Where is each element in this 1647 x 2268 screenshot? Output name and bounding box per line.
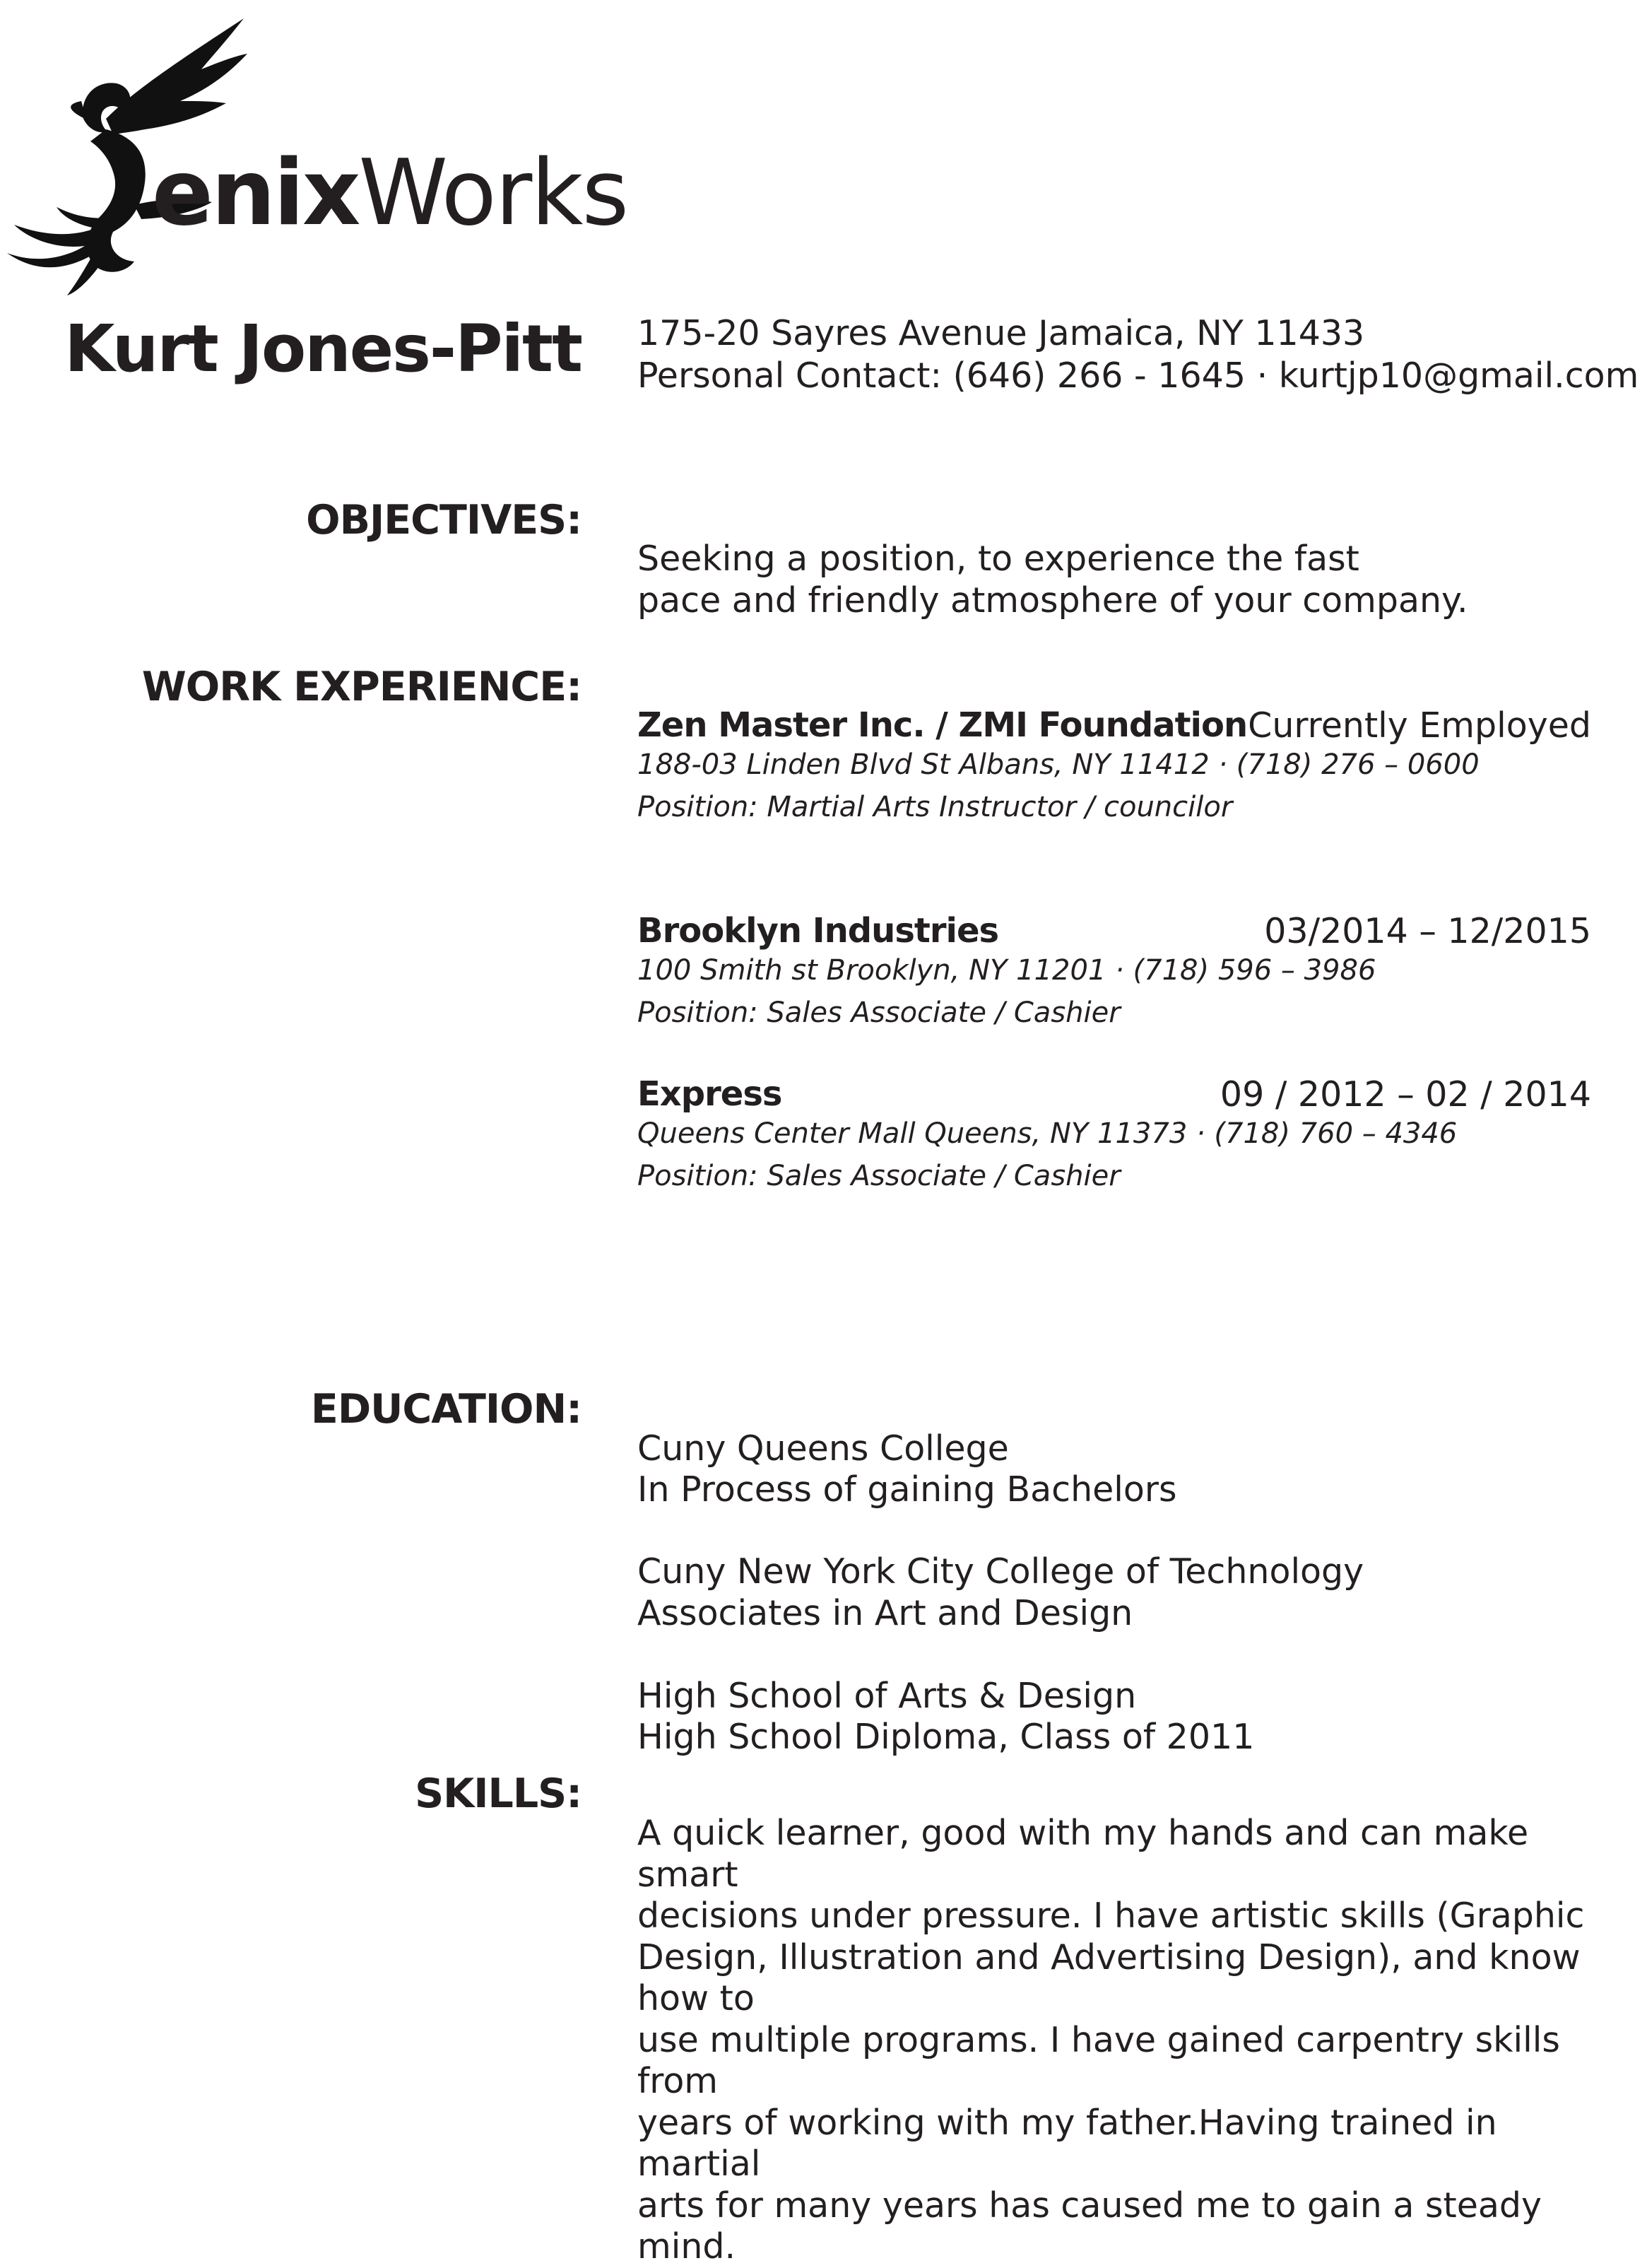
logo-wordmark <box>152 141 628 246</box>
job-address: Queens Center Mall Queens, NY 11373 · (718) 760 – 4346 <box>637 1117 1458 1150</box>
education-detail: In Process of gaining Bachelors <box>637 1469 1177 1510</box>
objective-line-1: Seeking a position, to experience the fast <box>637 539 1359 579</box>
section-heading-objectives: OBJECTIVES: <box>306 497 582 544</box>
job-entry <box>637 705 1591 823</box>
job-dates: Currently Employed <box>1248 705 1591 746</box>
job-entry <box>637 1074 1591 1192</box>
applicant-name: Kurt Jones-Pitt <box>64 311 582 387</box>
objective-line-2: pace and friendly atmosphere of your company. <box>637 580 1468 621</box>
logo-text-bold: enix <box>152 141 359 246</box>
section-heading-work-experience: WORK EXPERIENCE: <box>141 664 582 710</box>
contact-phone-email: Personal Contact: (646) 266 - 1645 · kurtjp10@gmail.com <box>637 356 1639 396</box>
job-address: 100 Smith st Brooklyn, NY 11201 · (718) 596 – 3986 <box>637 954 1376 987</box>
education-school: Cuny New York City College of Technology <box>637 1551 1364 1592</box>
job-entry <box>637 911 1591 1029</box>
phoenix-crest-shape <box>71 101 85 119</box>
logo-text-regular: Works <box>358 141 628 246</box>
contact-address: 175-20 Sayres Avenue Jamaica, NY 11433 <box>637 313 1365 353</box>
job-dates: 03/2014 – 12/2015 <box>1264 911 1591 951</box>
job-position: Position: Sales Associate / Cashier <box>637 997 1121 1029</box>
job-company: Zen Master Inc. / ZMI Foundation <box>637 705 1248 745</box>
section-heading-education: EDUCATION: <box>310 1386 582 1433</box>
education-school: High School of Arts & Design <box>637 1676 1137 1716</box>
education-detail: High School Diploma, Class of 2011 <box>637 1717 1255 1757</box>
phoenix-wing-shape <box>106 18 247 134</box>
job-position: Position: Martial Arts Instructor / councilor <box>637 791 1233 823</box>
section-heading-skills: SKILLS: <box>415 1770 582 1817</box>
education-school: Cuny Queens College <box>637 1428 1009 1469</box>
job-dates: 09 / 2012 – 02 / 2014 <box>1220 1074 1591 1115</box>
skills-paragraph: A quick learner, good with my hands and can make smart decisions under pressure. I have artistic skills (Graphic Design, Illustration and Advertising Design), and know how to use multiple programs. I have gained carpentry skills from years of working with my father.Having trained in martial arts for many years has caused me to gain a steady mind. <box>637 1813 1585 2267</box>
job-company: Express <box>637 1074 782 1114</box>
job-address: 188-03 Linden Blvd St Albans, NY 11412 · (718) 276 – 0600 <box>637 748 1480 781</box>
job-position: Position: Sales Associate / Cashier <box>637 1160 1121 1192</box>
job-company: Brooklyn Industries <box>637 911 999 951</box>
education-detail: Associates in Art and Design <box>637 1593 1133 1633</box>
